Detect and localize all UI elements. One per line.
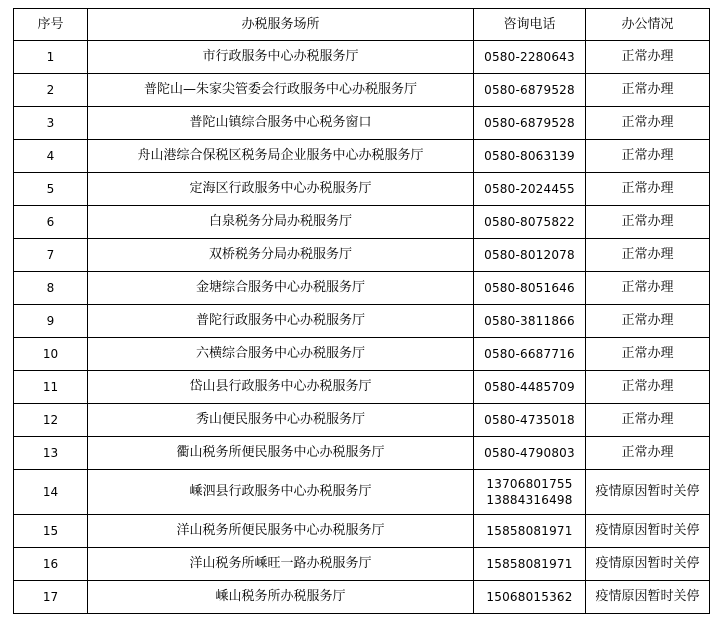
cell-no: 1 xyxy=(14,41,88,74)
cell-no: 8 xyxy=(14,272,88,305)
cell-no: 4 xyxy=(14,140,88,173)
table-body xyxy=(14,41,710,614)
table-row xyxy=(14,515,710,548)
cell-status: 正常办理 xyxy=(586,404,710,437)
table-row xyxy=(14,272,710,305)
header-phone: 咨询电话 xyxy=(474,9,586,41)
phone-number: 13706801755 xyxy=(486,477,573,491)
cell-phone xyxy=(474,272,586,305)
table-header-row xyxy=(14,9,710,41)
cell-place: 普陀行政服务中心办税服务厅 xyxy=(88,305,474,338)
table-row xyxy=(14,107,710,140)
cell-status: 正常办理 xyxy=(586,173,710,206)
cell-no: 2 xyxy=(14,74,88,107)
phone-number: 0580-4735018 xyxy=(484,413,575,427)
phone-number: 0580-6687716 xyxy=(484,347,575,361)
cell-phone xyxy=(474,371,586,404)
cell-status: 疫情原因暂时关停 xyxy=(586,581,710,614)
cell-phone xyxy=(474,548,586,581)
cell-phone xyxy=(474,437,586,470)
phone-number: 0580-2024455 xyxy=(484,182,575,196)
cell-place: 洋山税务所嵊旺一路办税服务厅 xyxy=(88,548,474,581)
cell-phone xyxy=(474,305,586,338)
cell-status: 正常办理 xyxy=(586,338,710,371)
cell-no: 11 xyxy=(14,371,88,404)
cell-status: 疫情原因暂时关停 xyxy=(586,548,710,581)
cell-place: 白泉税务分局办税服务厅 xyxy=(88,206,474,239)
table-row xyxy=(14,548,710,581)
cell-place: 六横综合服务中心办税服务厅 xyxy=(88,338,474,371)
cell-place: 普陀山—朱家尖管委会行政服务中心办税服务厅 xyxy=(88,74,474,107)
phone-number: 0580-4485709 xyxy=(484,380,575,394)
cell-phone xyxy=(474,470,586,515)
cell-place: 金塘综合服务中心办税服务厅 xyxy=(88,272,474,305)
table-row xyxy=(14,581,710,614)
phone-number: 0580-2280643 xyxy=(484,50,575,64)
cell-place: 岱山县行政服务中心办税服务厅 xyxy=(88,371,474,404)
cell-phone xyxy=(474,404,586,437)
table-row xyxy=(14,74,710,107)
cell-status: 正常办理 xyxy=(586,74,710,107)
cell-place: 普陀山镇综合服务中心税务窗口 xyxy=(88,107,474,140)
phone-number: 13884316498 xyxy=(486,493,573,507)
table-row xyxy=(14,437,710,470)
cell-no: 3 xyxy=(14,107,88,140)
phone-number: 0580-6879528 xyxy=(484,116,575,130)
cell-phone xyxy=(474,74,586,107)
phone-number: 0580-8051646 xyxy=(484,281,575,295)
phone-number: 15858081971 xyxy=(486,557,573,571)
cell-status: 疫情原因暂时关停 xyxy=(586,470,710,515)
cell-phone xyxy=(474,515,586,548)
cell-no: 16 xyxy=(14,548,88,581)
phone-number: 0580-4790803 xyxy=(484,446,575,460)
cell-phone xyxy=(474,239,586,272)
cell-status: 疫情原因暂时关停 xyxy=(586,515,710,548)
cell-place: 定海区行政服务中心办税服务厅 xyxy=(88,173,474,206)
table-row xyxy=(14,140,710,173)
cell-place: 嵊泗县行政服务中心办税服务厅 xyxy=(88,470,474,515)
tax-office-table-container xyxy=(13,8,710,614)
cell-place: 双桥税务分局办税服务厅 xyxy=(88,239,474,272)
table-row xyxy=(14,338,710,371)
cell-place: 嵊山税务所办税服务厅 xyxy=(88,581,474,614)
header-place: 办税服务场所 xyxy=(88,9,474,41)
cell-status: 正常办理 xyxy=(586,437,710,470)
tax-office-table xyxy=(13,8,710,614)
cell-no: 9 xyxy=(14,305,88,338)
cell-no: 14 xyxy=(14,470,88,515)
cell-phone xyxy=(474,338,586,371)
cell-no: 15 xyxy=(14,515,88,548)
phone-number: 0580-8063139 xyxy=(484,149,575,163)
cell-status: 正常办理 xyxy=(586,239,710,272)
cell-status: 正常办理 xyxy=(586,140,710,173)
cell-no: 13 xyxy=(14,437,88,470)
cell-phone xyxy=(474,581,586,614)
cell-phone xyxy=(474,41,586,74)
cell-phone xyxy=(474,107,586,140)
cell-status: 正常办理 xyxy=(586,371,710,404)
table-row xyxy=(14,41,710,74)
phone-number: 15858081971 xyxy=(486,524,573,538)
cell-place: 衢山税务所便民服务中心办税服务厅 xyxy=(88,437,474,470)
cell-status: 正常办理 xyxy=(586,107,710,140)
cell-status: 正常办理 xyxy=(586,41,710,74)
cell-no: 6 xyxy=(14,206,88,239)
cell-status: 正常办理 xyxy=(586,206,710,239)
cell-phone xyxy=(474,173,586,206)
cell-no: 7 xyxy=(14,239,88,272)
cell-no: 5 xyxy=(14,173,88,206)
table-row xyxy=(14,305,710,338)
table-row xyxy=(14,239,710,272)
phone-number: 0580-8012078 xyxy=(484,248,575,262)
cell-status: 正常办理 xyxy=(586,272,710,305)
cell-phone xyxy=(474,140,586,173)
table-row xyxy=(14,470,710,515)
header-no: 序号 xyxy=(14,9,88,41)
table-row xyxy=(14,173,710,206)
cell-no: 10 xyxy=(14,338,88,371)
cell-no: 17 xyxy=(14,581,88,614)
phone-number: 0580-3811866 xyxy=(484,314,575,328)
table-row xyxy=(14,371,710,404)
cell-phone xyxy=(474,206,586,239)
phone-number: 0580-6879528 xyxy=(484,83,575,97)
cell-place: 市行政服务中心办税服务厅 xyxy=(88,41,474,74)
phone-number: 0580-8075822 xyxy=(484,215,575,229)
cell-status: 正常办理 xyxy=(586,305,710,338)
cell-no: 12 xyxy=(14,404,88,437)
cell-place: 洋山税务所便民服务中心办税服务厅 xyxy=(88,515,474,548)
header-status: 办公情况 xyxy=(586,9,710,41)
cell-place: 秀山便民服务中心办税服务厅 xyxy=(88,404,474,437)
table-row xyxy=(14,404,710,437)
cell-place: 舟山港综合保税区税务局企业服务中心办税服务厅 xyxy=(88,140,474,173)
phone-number: 15068015362 xyxy=(486,590,573,604)
table-row xyxy=(14,206,710,239)
